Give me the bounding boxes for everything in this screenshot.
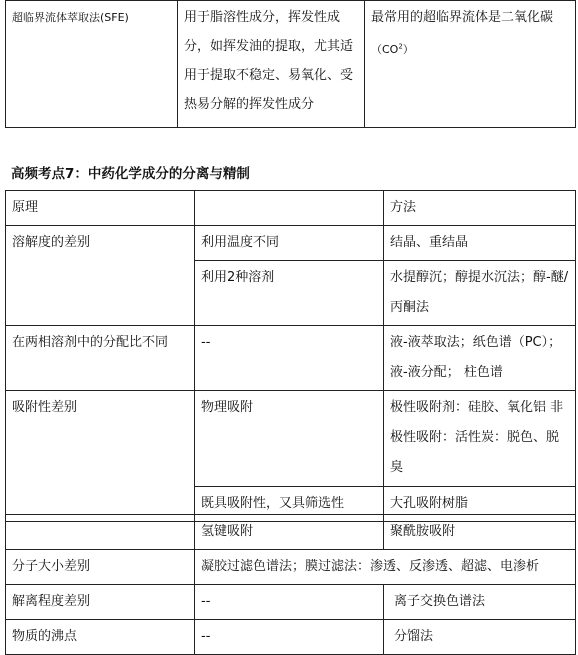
table-row [6, 620, 576, 655]
detail-cell: 氢键吸附 [195, 515, 384, 550]
method-cell: 超临界流体萃取法(SFE) [6, 1, 178, 128]
principle-cell: 吸附性差别 [6, 391, 195, 522]
detail-cell: -- [195, 326, 384, 391]
table-row [6, 391, 576, 487]
table-row [6, 326, 576, 391]
applicable-cell: 用于脂溶性成分，挥发性成分，如挥发油的提取，尤其适用于提取不稳定、易氧化、受热易分解的挥发性成分 [178, 1, 365, 128]
detail-cell: -- [195, 620, 384, 655]
table-row [6, 550, 576, 585]
principle-cell: 物质的沸点 [6, 620, 195, 655]
extraction-table [5, 0, 576, 128]
method-cell: 分馏法 [384, 620, 576, 655]
table-row [6, 1, 576, 128]
table-header-row [6, 191, 576, 226]
detail-cell: -- [195, 585, 384, 620]
section-heading: 高频考点7：中药化学成分的分离与精制 [11, 166, 250, 182]
principle-cell: 分子大小差别 [6, 550, 195, 585]
principle-cell [6, 515, 195, 550]
method-cell: 结晶、重结晶 [384, 226, 576, 261]
method-cell: 极性吸附剂：硅胶、氧化铝 非极性吸附：活性炭：脱色、脱臭 [384, 391, 576, 487]
detail-cell: 利用温度不同 [195, 226, 384, 261]
table-row [6, 226, 576, 261]
method-cell: 大孔吸附树脂 [384, 487, 576, 522]
method-cell: 水提醇沉；醇提水沉法；醇-醚/丙酮法 [384, 261, 576, 326]
fluid-text: 最常用的超临界流体是二氧化碳 [371, 10, 554, 25]
principle-cell: 溶解度的差别 [6, 226, 195, 326]
detail-cell: 既具吸附性，又具筛选性 [195, 487, 384, 522]
header-principle: 原理 [6, 191, 195, 226]
method-cell: 离子交换色谱法 [384, 585, 576, 620]
table-row [6, 585, 576, 620]
detail-cell: 利用2种溶剂 [195, 261, 384, 326]
principle-cell: 在两相溶剂中的分配比不同 [6, 326, 195, 391]
fluid-formula: $(CO^2)$ [371, 42, 414, 56]
principle-cell: 解离程度差别 [6, 585, 195, 620]
header-method: 方法 [384, 191, 576, 226]
separation-table-continued [5, 514, 576, 655]
method-cell: 液-液萃取法；纸色谱（PC）；液-液分配； 柱色谱 [384, 326, 576, 391]
separation-table [5, 190, 576, 522]
table-row [6, 515, 576, 550]
merged-method-cell: 凝胶过滤色谱法；膜过滤法：渗透、反渗透、超滤、电渗析 [195, 550, 576, 585]
header-middle [195, 191, 384, 226]
detail-cell: 物理吸附 [195, 391, 384, 487]
fluid-cell [365, 1, 576, 128]
method-cell: 聚酰胺吸附 [384, 515, 576, 550]
